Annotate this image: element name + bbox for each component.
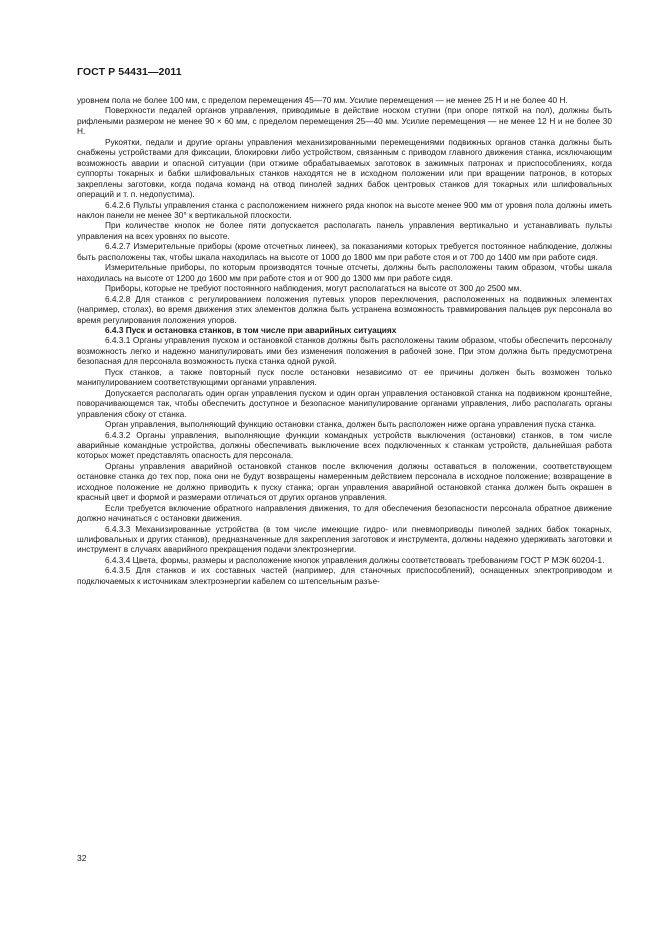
paragraph: уровнем пола не более 100 мм, с пределом перемещения 45—70 мм. Усилие перемещения — не менее 25 Н и не более 40 Н. xyxy=(77,95,568,105)
paragraph: Измерительные приборы, по которым производятся точные отсчеты, должны быть расположены таким образом, чтобы шкала находилась на высоте от 1200 до 1600 мм при работе стоя и от 900 до 1300 мм при работе сидя. xyxy=(77,262,612,283)
paragraph: 6.4.3.5 Для станков и их составных частей (например, для станочных приспособлений), оснащенных электроприводом и подключаемых к источникам электроэнергии кабелем со штепсельным разъе- xyxy=(77,565,612,586)
paragraph: При количестве кнопок не более пяти допускается располагать панель управления вертикально и устанавливать пульты управления на всех уровнях по высоте. xyxy=(77,220,612,241)
paragraph: 6.4.3.3 Механизированные устройства (в том числе имеющие гидро- или пневмоприводы пинолей задних бабок токарных, шлифовальных и других станков), предназначенные для закрепления заготовок и инструмента, должны надежно удерживать заготовки и инструмент в случаях аварийного прекращения подачи электроэнергии. xyxy=(77,523,612,555)
paragraph: Допускается располагать один орган управления пуском и один орган управления остановкой станка на подвижном кронштейне, поворачивающемся так, чтобы обеспечить доступное и безопасное манипулирование органами управления, либо располагать органы управления сбоку от станка. xyxy=(77,387,612,419)
paragraph: Поверхности педалей органов управления, приводимые в действие носком ступни (при опоре пяткой на пол), должны быть рифлеными размером не менее 90 × 60 мм, с пределом перемещения 25—40 мм. Усилие перемещения — не менее 12 Н и не более 30 Н. xyxy=(77,105,612,137)
paragraph: 6.4.2.7 Измерительные приборы (кроме отсчетных линеек), за показаниями которых требуется постоянное наблюдение, должны быть расположены так, чтобы шкала находилась на высоте от 1000 до 1800 мм при работе стоя и от 700 до 1400 мм при работе сидя. xyxy=(77,241,612,262)
paragraph: 6.4.3.1 Органы управления пуском и остановкой станков должны быть расположены таким образом, чтобы обеспечить персоналу возможность легко и надежно манипулировать ими без изменения положения в рабочей зоне. При этом должна быть предусмотрена безопасная для персонала возможность пуска станка одной рукой. xyxy=(77,335,612,367)
page-number: 32 xyxy=(77,853,87,863)
document-header: ГОСТ Р 54431—2011 xyxy=(77,66,182,78)
paragraph: 6.4.2.8 Для станков с регулированием положения путевых упоров переключения, расположенных на подвижных элементах (например, столах), во время движения этих элементов должна быть устранена возможность травмирования пальцев рук персонала во время регулирования положения упоров. xyxy=(77,293,612,325)
paragraph: Приборы, которые не требуют постоянного наблюдения, могут располагаться на высоте от 300 до 2500 мм. xyxy=(105,283,522,294)
paragraph: 6.4.2.6 Пульты управления станка с расположением нижнего ряда кнопок на высоте менее 900 мм от уровня пола должны иметь наклон панели не менее 30° к вертикальной плоскости. xyxy=(77,199,612,220)
paragraph: Рукоятки, педали и другие органы управления механизированными перемещениями подвижных органов станка должны быть снабжены устройствами для фиксации, блокировки либо устройством, связанным с приводом главного движения станка, исключающим возможность аварии и опасной ситуации (при отжиме обрабатываемых заготовок в зажимных патронах и приспособлениях, когда суппорты токарных и бабки шлифовальных станков находятся не в исходном положении или при вращении патронов, в которых закреплены заготовки, когда подача команд на отвод пинолей задних бабок центровых станков для токарных или шлифовальных операций и т. п. недопустима). xyxy=(77,136,612,200)
paragraph: Орган управления, выполняющий функцию остановки станка, должен быть расположен ниже органа управления пуска станка. xyxy=(105,419,597,430)
paragraph: 6.4.3.2 Органы управления, выполняющие функции командных устройств выключения (остановки) станков, в том числе аварийные командные устройства, должны обеспечивать выключение всех подключенных к станкам устройств, дальнейшая работа которых может представлять опасность для персонала. xyxy=(77,429,612,461)
paragraph: Органы управления аварийной остановкой станков после включения должны оставаться в положении, соответствующем остановке станка до тех пор, пока они не будут возвращены намеренным действием персонала в исходное положение; возвращение в исходное положение не должно приводить к пуску станка; орган управления аварийной остановкой станка должен быть окрашен в красный цвет и формой и размерами отличаться от других органов управления. xyxy=(77,460,612,503)
document-body xyxy=(77,95,612,586)
section-heading: 6.4.3 Пуск и остановка станков, в том числе при аварийных ситуациях xyxy=(105,324,397,335)
paragraph: 6.4.3.4 Цвета, формы, размеры и расположение кнопок управления должны соответствовать требованиям ГОСТ Р МЭК 60204-1. xyxy=(105,554,605,565)
paragraph: Пуск станков, а также повторный пуск после остановки независимо от ее причины должен быть возможен только манипулированием соответствующими органами управления. xyxy=(77,366,612,388)
paragraph: Если требуется включение обратного направления движения, то для обеспечения безопасности персонала обратное движение должно начинаться с остановки движения. xyxy=(77,502,612,524)
